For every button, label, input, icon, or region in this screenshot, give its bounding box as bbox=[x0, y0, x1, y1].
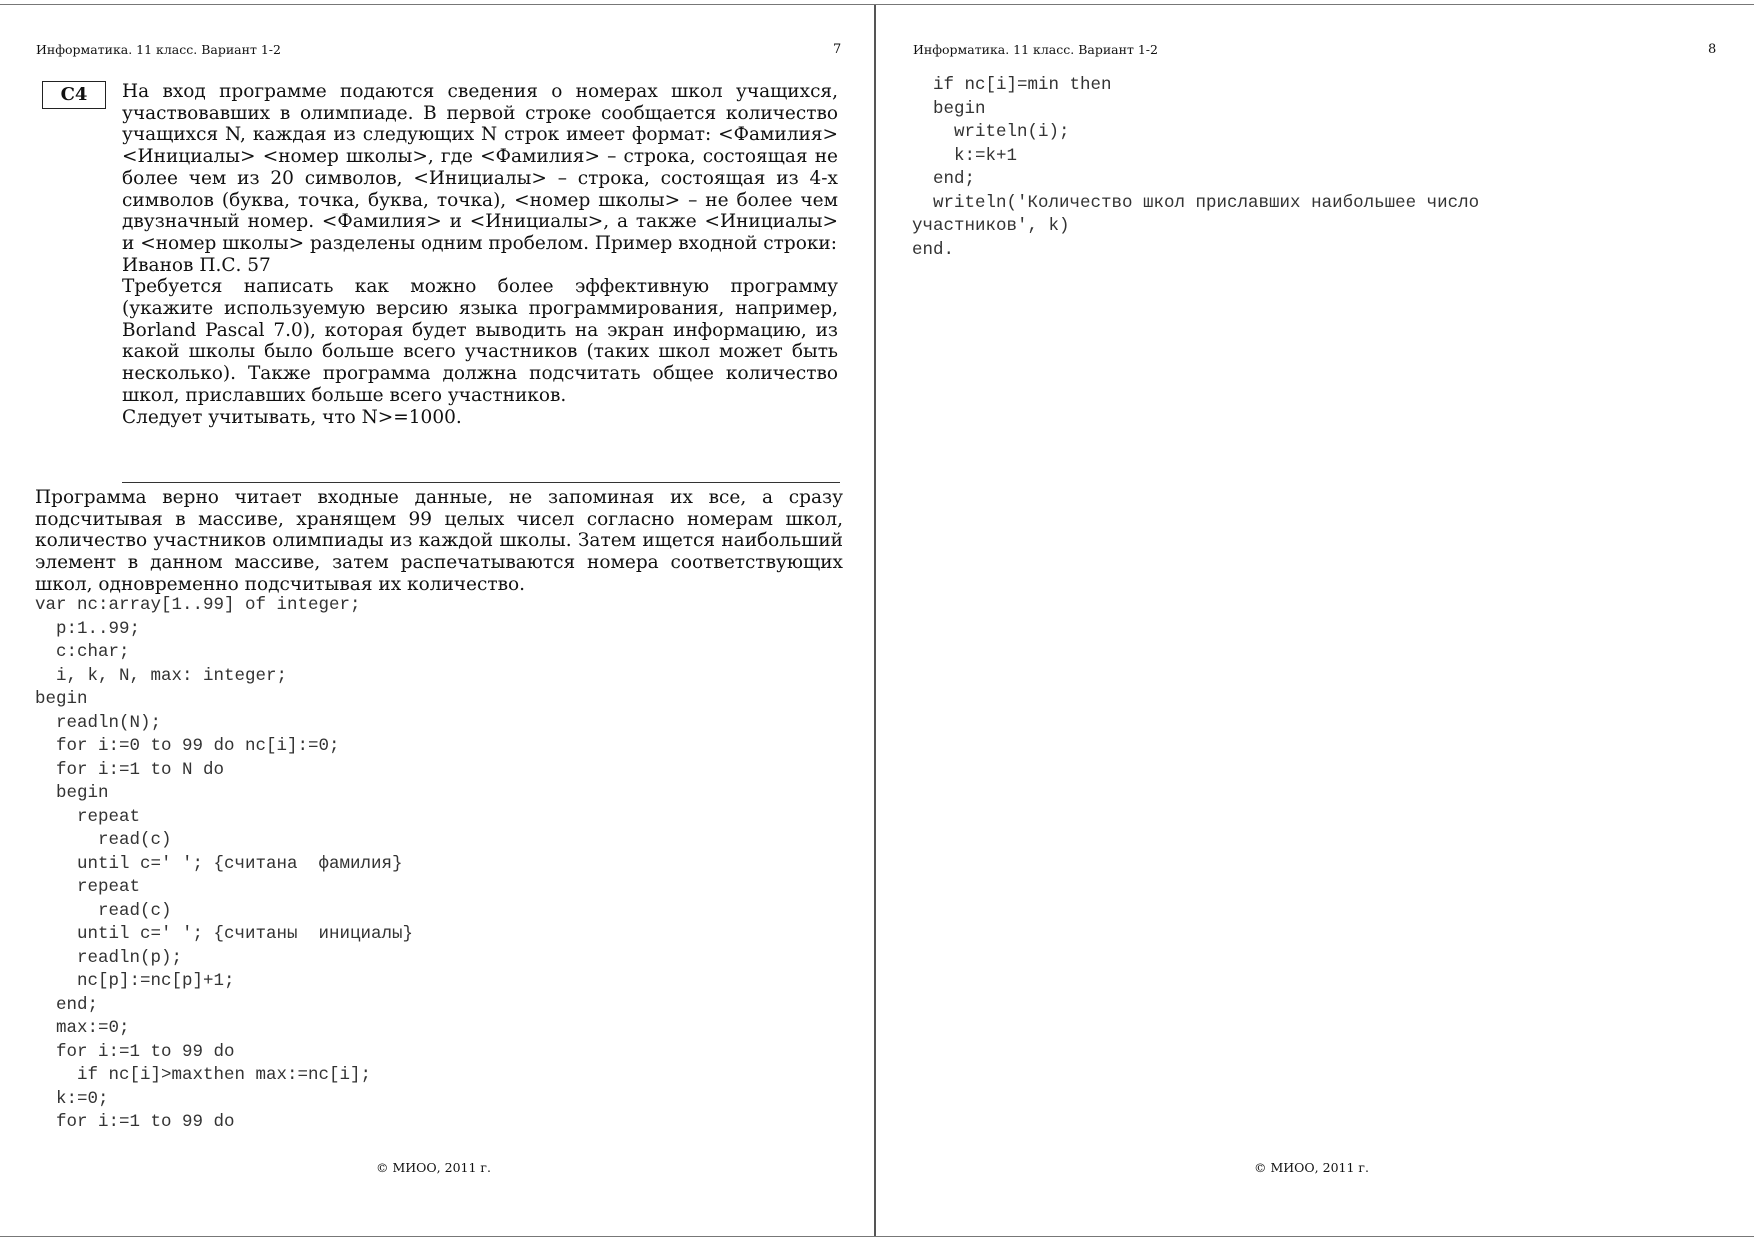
task-label-badge: C4 bbox=[42, 81, 106, 109]
code-listing: var nc:array[1..99] of integer; p:1..99; c:char; i, k, N, max: integer; begin readln(N); for i:=0 to 99 do nc[i]:=0; for i:=1 to N do begin repeat read(c) until c=' '; {считана фамилия} repeat read(c) until c=' '; {считаны инициалы} readln(p); nc[p]:=nc[p]+1; end; max:=0; for i:=1 to 99 do if nc[i]>maxthen max:=nc[i]; k:=0; for i:=1 to 99 do bbox=[35, 595, 414, 1132]
task-example-input: Иванов П.С. 57 bbox=[122, 254, 271, 276]
solution-description: Программа верно читает входные данные, не запоминая их все, а сразу подсчитывая в массиве, хранящем 99 целых чисел согласно номерам школ, количество участников олимпиады из каждой школы. Затем ищется наибольший элемент в данном массиве, затем распечатываются номера соответствующих школ, одновременно подсчитывая их количество. bbox=[35, 487, 843, 595]
page-number: 7 bbox=[833, 42, 842, 57]
page-footer: © МИОО, 2011 г. bbox=[376, 1160, 491, 1175]
task-constraint: Следует учитывать, что N>=1000. bbox=[122, 406, 462, 428]
running-head: Информатика. 11 класс. Вариант 1-2 bbox=[36, 42, 281, 57]
section-divider bbox=[122, 482, 840, 483]
page-8 bbox=[878, 5, 1754, 1236]
page-7 bbox=[0, 5, 876, 1236]
task-statement bbox=[122, 81, 838, 428]
task-paragraph: Требуется написать как можно более эффективную программу (укажите используемую версию языка программирования, например, Borland Pascal 7.0), которая будет выводить на экран информацию, из какой школы было больше всего участников (таких школ может быть несколько). Также программа должна подсчитать общее количество школ, приславших больше всего участников. bbox=[122, 276, 838, 406]
task-paragraph: На вход программе подаются сведения о номерах школ учащихся, участвовавших в олимпиаде. В первой строке сообщается количество учащихся N, каждая из следующих N строк имеет формат: <Фамилия> <Инициалы> <номер школы>, где <Фамилия> – строка, состоящая не более чем из 20 символов, <Инициалы> – строка, состоящая из 4-х символов (буква, точка, буква, точка), <номер школы> – не более чем двузначный номер. <Фамилия> и <Инициалы>, а также <Инициалы> и <номер школы> разделены одним пробелом. Пример входной строки: bbox=[122, 81, 838, 254]
page-number: 8 bbox=[1708, 42, 1717, 57]
running-head: Информатика. 11 класс. Вариант 1-2 bbox=[913, 42, 1158, 57]
code-listing-continued: if nc[i]=min then begin writeln(i); k:=k+1 end; writeln('Количество школ приславших наибольшее число участников', k) end. bbox=[912, 75, 1480, 260]
document-spread bbox=[0, 4, 1754, 1237]
page-footer: © МИОО, 2011 г. bbox=[1254, 1160, 1369, 1175]
